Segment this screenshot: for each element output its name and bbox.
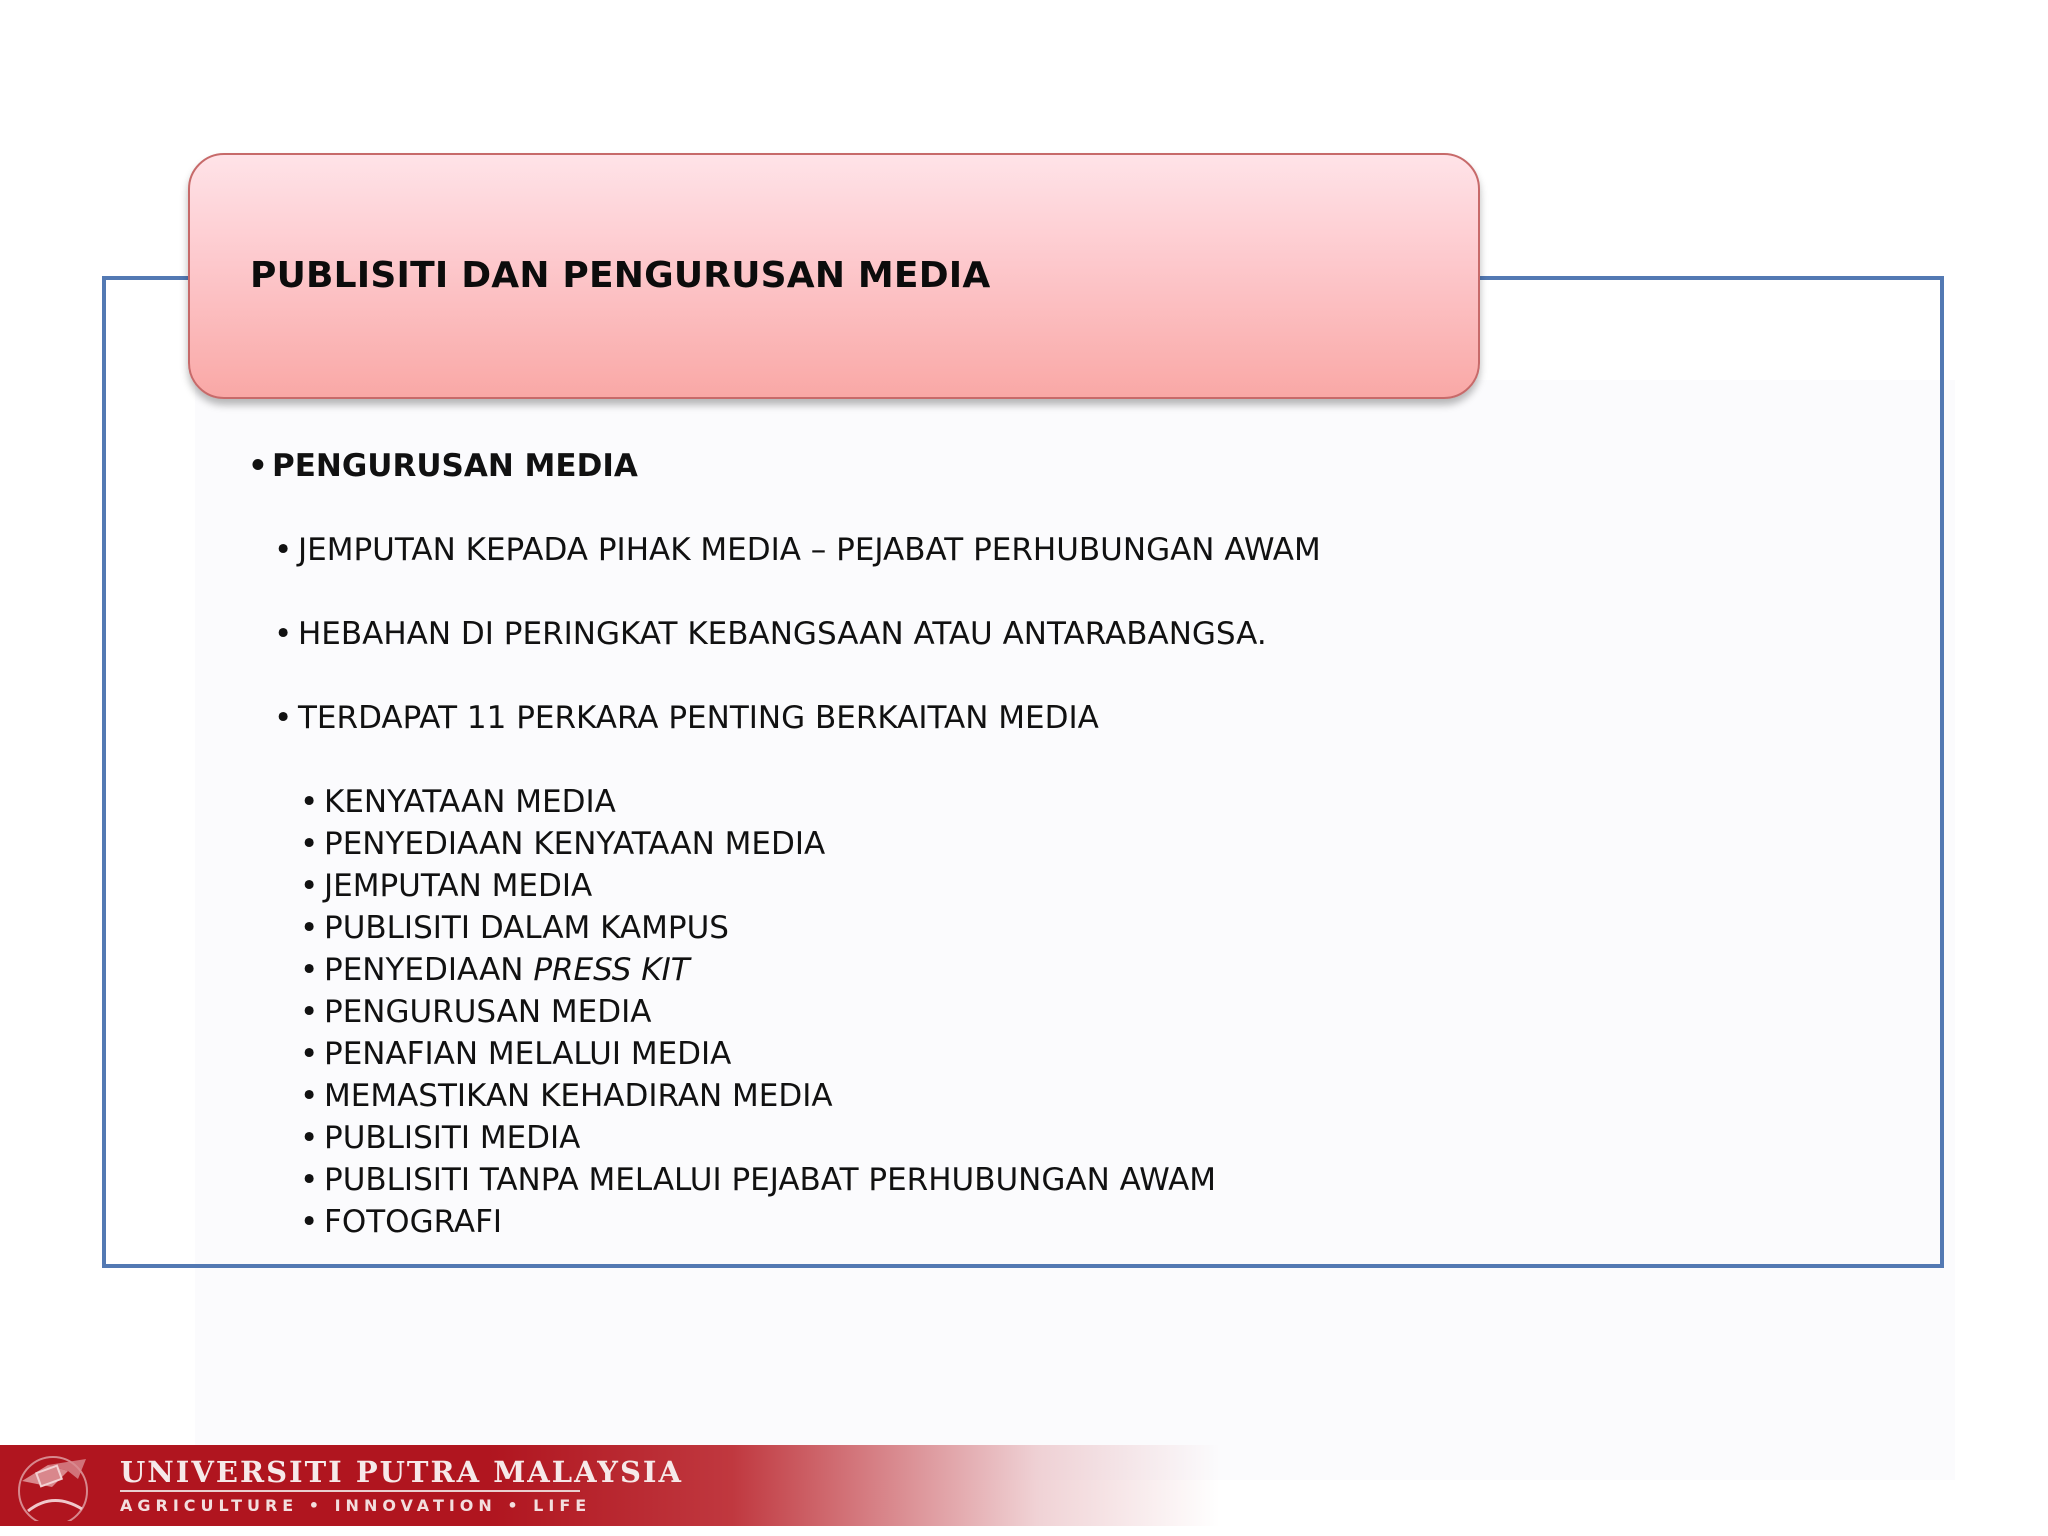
sub-list-item-text: PUBLISITI MEDIA [324, 1120, 581, 1156]
bullet-icon: • [300, 1204, 319, 1240]
list-item [274, 613, 1267, 655]
university-tagline: AGRICULTURE • INNOVATION • LIFE [120, 1496, 592, 1515]
bullet-icon: • [300, 994, 319, 1030]
bullet-icon: • [300, 1120, 319, 1156]
sub-list-item-text: PENGURUSAN MEDIA [324, 994, 652, 1030]
sub-list-item-text: MEMASTIKAN KEHADIRAN MEDIA [324, 1078, 833, 1114]
list-item-text: HEBAHAN DI PERINGKAT KEBANGSAAN ATAU ANTARABANGSA. [298, 616, 1267, 652]
sub-list-item [300, 1075, 833, 1117]
sub-list-item [300, 865, 592, 907]
sub-list-item [300, 823, 825, 865]
list-item-text: TERDAPAT 11 PERKARA PENTING BERKAITAN MEDIA [298, 700, 1099, 736]
bullet-icon: • [300, 784, 319, 820]
bullet-icon: • [300, 1162, 319, 1198]
upm-crest-icon [8, 1451, 98, 1521]
list-item [274, 529, 1321, 571]
bullet-icon: • [248, 448, 268, 484]
bullet-icon: • [274, 700, 293, 736]
bullet-icon: • [274, 532, 293, 568]
bullet-icon: • [300, 1078, 319, 1114]
slide-title: PUBLISITI DAN PENGURUSAN MEDIA [250, 255, 991, 296]
sub-list-item [300, 1201, 502, 1243]
sub-list-item [300, 1117, 580, 1159]
sub-list-item [300, 991, 651, 1033]
list-heading [248, 445, 638, 487]
sub-list-item [300, 949, 690, 991]
bullet-icon: • [300, 952, 319, 988]
sub-list-item-italic: PRESS KIT [533, 952, 690, 988]
bullet-icon: • [300, 910, 319, 946]
bullet-icon: • [274, 616, 293, 652]
bullet-icon: • [300, 868, 319, 904]
sub-list-item [300, 781, 616, 823]
sub-list-item-text: FOTOGRAFI [324, 1204, 503, 1240]
list-item [274, 697, 1099, 739]
university-name: UNIVERSITI PUTRA MALAYSIA [120, 1455, 683, 1489]
sub-list-item-text: PENYEDIAAN KENYATAAN MEDIA [324, 826, 826, 862]
sub-list-item-text: PUBLISITI TANPA MELALUI PEJABAT PERHUBUNGAN AWAM [324, 1162, 1217, 1198]
sub-list-item [300, 1033, 731, 1075]
title-box [188, 153, 1480, 399]
sub-list-item [300, 1159, 1216, 1201]
footer-divider [120, 1490, 580, 1492]
sub-list-item-text: PENYEDIAAN [324, 952, 534, 988]
sub-list-item [300, 907, 729, 949]
footer-banner [0, 1445, 1220, 1526]
list-item-text: JEMPUTAN KEPADA PIHAK MEDIA – PEJABAT PERHUBUNGAN AWAM [298, 532, 1321, 568]
bullet-icon: • [300, 826, 319, 862]
bullet-icon: • [300, 1036, 319, 1072]
sub-list-item-text: PUBLISITI DALAM KAMPUS [324, 910, 729, 946]
list-heading-text: PENGURUSAN MEDIA [272, 448, 638, 484]
sub-list-item-text: KENYATAAN MEDIA [324, 784, 616, 820]
sub-list-item-text: PENAFIAN MELALUI MEDIA [324, 1036, 732, 1072]
sub-list-item-text: JEMPUTAN MEDIA [324, 868, 593, 904]
